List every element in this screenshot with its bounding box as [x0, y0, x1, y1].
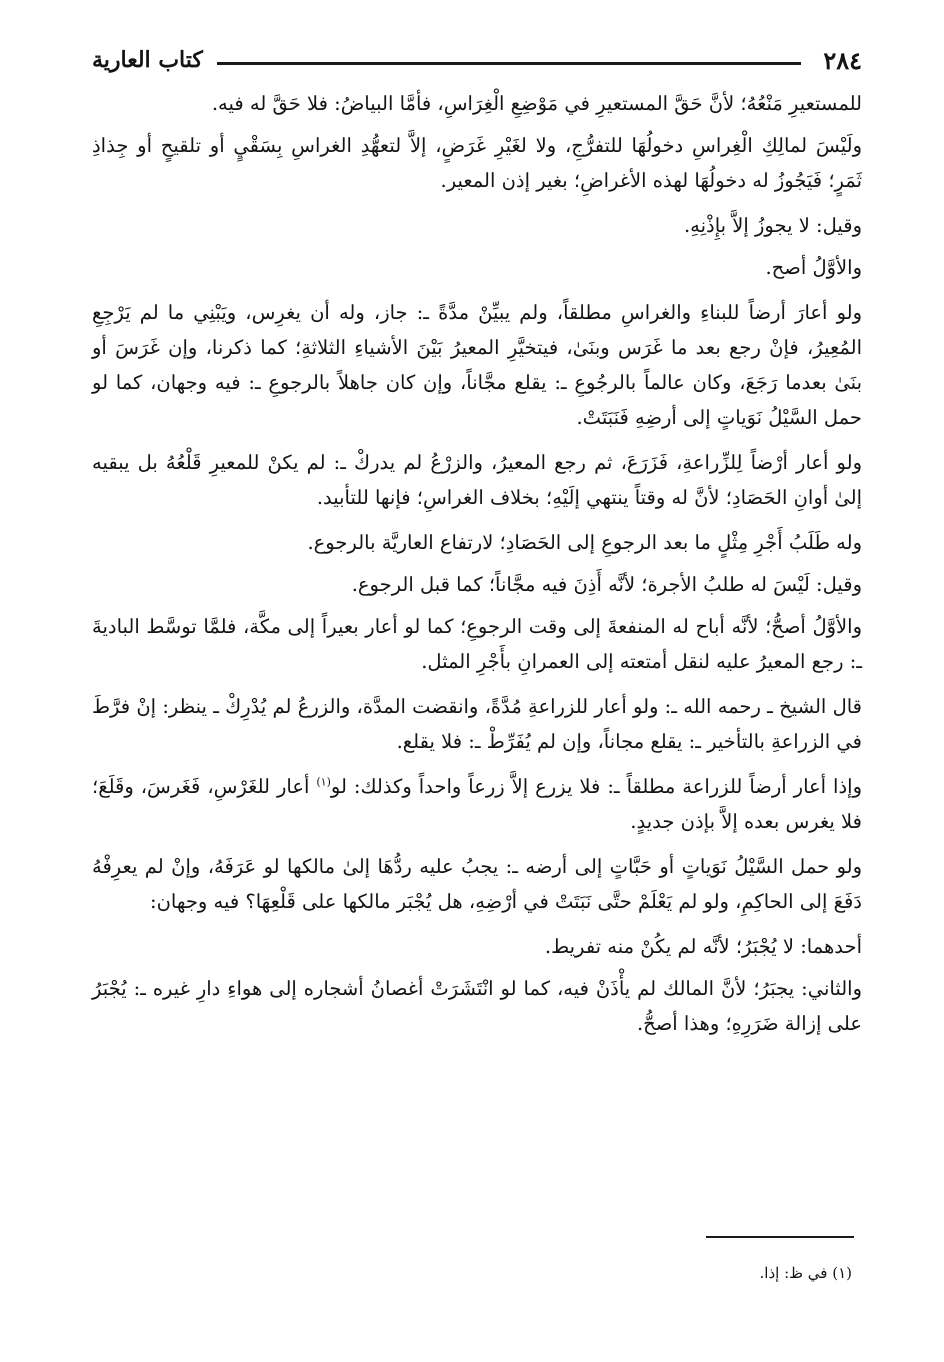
page-number: ٢٨٤ [823, 45, 862, 75]
paragraph [92, 769, 862, 839]
paragraph-text: وإذا أعار أرضاً للزراعة مطلقاً ـ: فلا يزرع إلاَّ زرعاً واحداً وكذلك: لو [330, 775, 862, 798]
paragraph: قال الشيخ ـ رحمه الله ـ: ولو أعار للزراعةِ مُدَّةً، وانقضت المدَّة، والزرعُ لم يُدْرِكْ ـ ينظر: إنْ فرَّطَ في الزراعةِ بالتأخير ـ: يقلع مجاناً، وإن لم يُفَرِّطْ ـ: فلا يقلع. [92, 695, 862, 753]
paragraph: ولو حمل السَّيْلُ نَوَياتٍ أو حَبَّاتٍ إلى أرضه ـ: يجبُ عليه ردُّهَا إلىٰ مالكها لو عَرَفَهُ، وإنْ لم يعرِفْهُ دَفَعَ إلى الحاكِمِ، ولو لم يَعْلَمْ حتَّى نَبَتَتْ في أرْضِهِ، هل يُجْبَر مالكها على قَلْعِهَا؟ فيه وجهان: [92, 855, 862, 913]
paragraph-text: أعار للغَرْسِ، فَغَرسَ، وقَلَعَ؛ فلا يغرس بعده إلاَّ بإذن جديدٍ. [92, 775, 862, 833]
footnote-text: في ظ: إذا. [759, 1264, 828, 1282]
paragraph: والأوَّلُ أصح. [765, 256, 862, 279]
paragraph: ولو أعارَ أرضاً للبناءِ والغراسِ مطلقاً، ولم يبيِّنْ مدَّةً ـ: جاز، وله أن يغرِس، ويَبْنِي ما لم يَرْجِعِ المُعِيرُ، فإنْ رجع بعد ما غَرَس وبنَىٰ، فيتخيَّرِ المعيرُ بَيْنَ الأشياءِ الثلاثةِ؛ كما ذكرنا، وإن غَرَسَ أو بنَىٰ بعدما رَجَعَ، وكان عالماً بالرجُوعِ ـ: يقلع مجَّاناً، وإن كان جاهلاً بالرجوعِ ـ: فيه وجهان، كما لو حمل السَّيْلُ نَوَياتٍ إلى أرضِهِ فَنَبَتَتْ. [92, 301, 862, 429]
paragraph: والأوَّلُ أصحُّ؛ لأنَّه أباح له المنفعةَ إلى وقت الرجوعِ؛ كما لو أعار بعيراً إلى مكَّة، فلمَّا توسَّط الباديةَ ـ: رجع المعيرُ عليه لنقل أمتعته إلى العمرانِ بأَجْرِ المثل. [92, 615, 862, 673]
paragraph: والثاني: يجبَرُ؛ لأنَّ المالك لم يأْذَنْ فيه، كما لو انْتَشَرَتْ أغصانُ أشجاره إلى هواءِ دارِ غيره ـ: يُجْبَرُ على إزالة ضَرَرِهِ؛ وهذا أصحُّ. [92, 977, 862, 1035]
paragraph: وقيل: لا يجوزُ إلاَّ بإِذْنِهِ. [683, 214, 862, 237]
footnote-reference[interactable]: (١) [316, 775, 331, 789]
paragraph: وله طَلَبُ أَجْرِ مِثْلٍ ما بعد الرجوعِ إلى الحَصَادِ؛ لارتفاع العاريَّة بالرجوع. [307, 531, 862, 554]
running-title: كتاب العارية [92, 47, 203, 73]
paragraph: وقيل: لَيْسَ له طلبُ الأجرة؛ لأنَّه أَذِنَ فيه مجَّاناً؛ كما قبل الرجوع. [351, 573, 862, 596]
paragraph: ولو أعار أرْضاً لِلزِّراعةِ، فَزَرَعَ، ثم رجع المعيرُ، والزرْعُ لم يدركْ ـ: لم يكنْ للمعيرِ قَلْعُهُ بل يبقيه إلىٰ أوانِ الحَصَادِ؛ لأنَّ له وقتاً ينتهي إلَيْهِ؛ بخلاف الغراسِ؛ فإنها للتأبيد. [92, 451, 862, 509]
header-rule [217, 62, 801, 65]
footnote [82, 1262, 852, 1284]
main-text [92, 86, 862, 1051]
page-header [92, 38, 862, 82]
paragraph: أحدهما: لا يُجْبَرُ؛ لأنَّه لم يكُنْ منه تفريط. [544, 935, 862, 958]
footnote-separator [706, 1236, 854, 1238]
paragraph: للمستعيرِ مَنْعُهُ؛ لأنَّ حَقَّ المستعيرِ في مَوْضِعِ الْغِرَاسِ، فأمَّا البياضُ: فلا حَقَّ له فيه. [211, 92, 862, 115]
footnote-marker: (١) [832, 1264, 852, 1282]
paragraph: ولَيْسَ لمالِكِ الْغِراسِ دخولُهَا للتفرُّجِ، ولا لغَيْرِ غَرَضٍ، إلاَّ لتعهُّدِ الغراسِ بِسَقْيٍ أو تلقيحٍ أو جِذاذِ ثَمَرٍ؛ فَيَجُوزُ له دخولُهَا لهذه الأغراضِ؛ بغير إذن المعير. [92, 134, 862, 192]
